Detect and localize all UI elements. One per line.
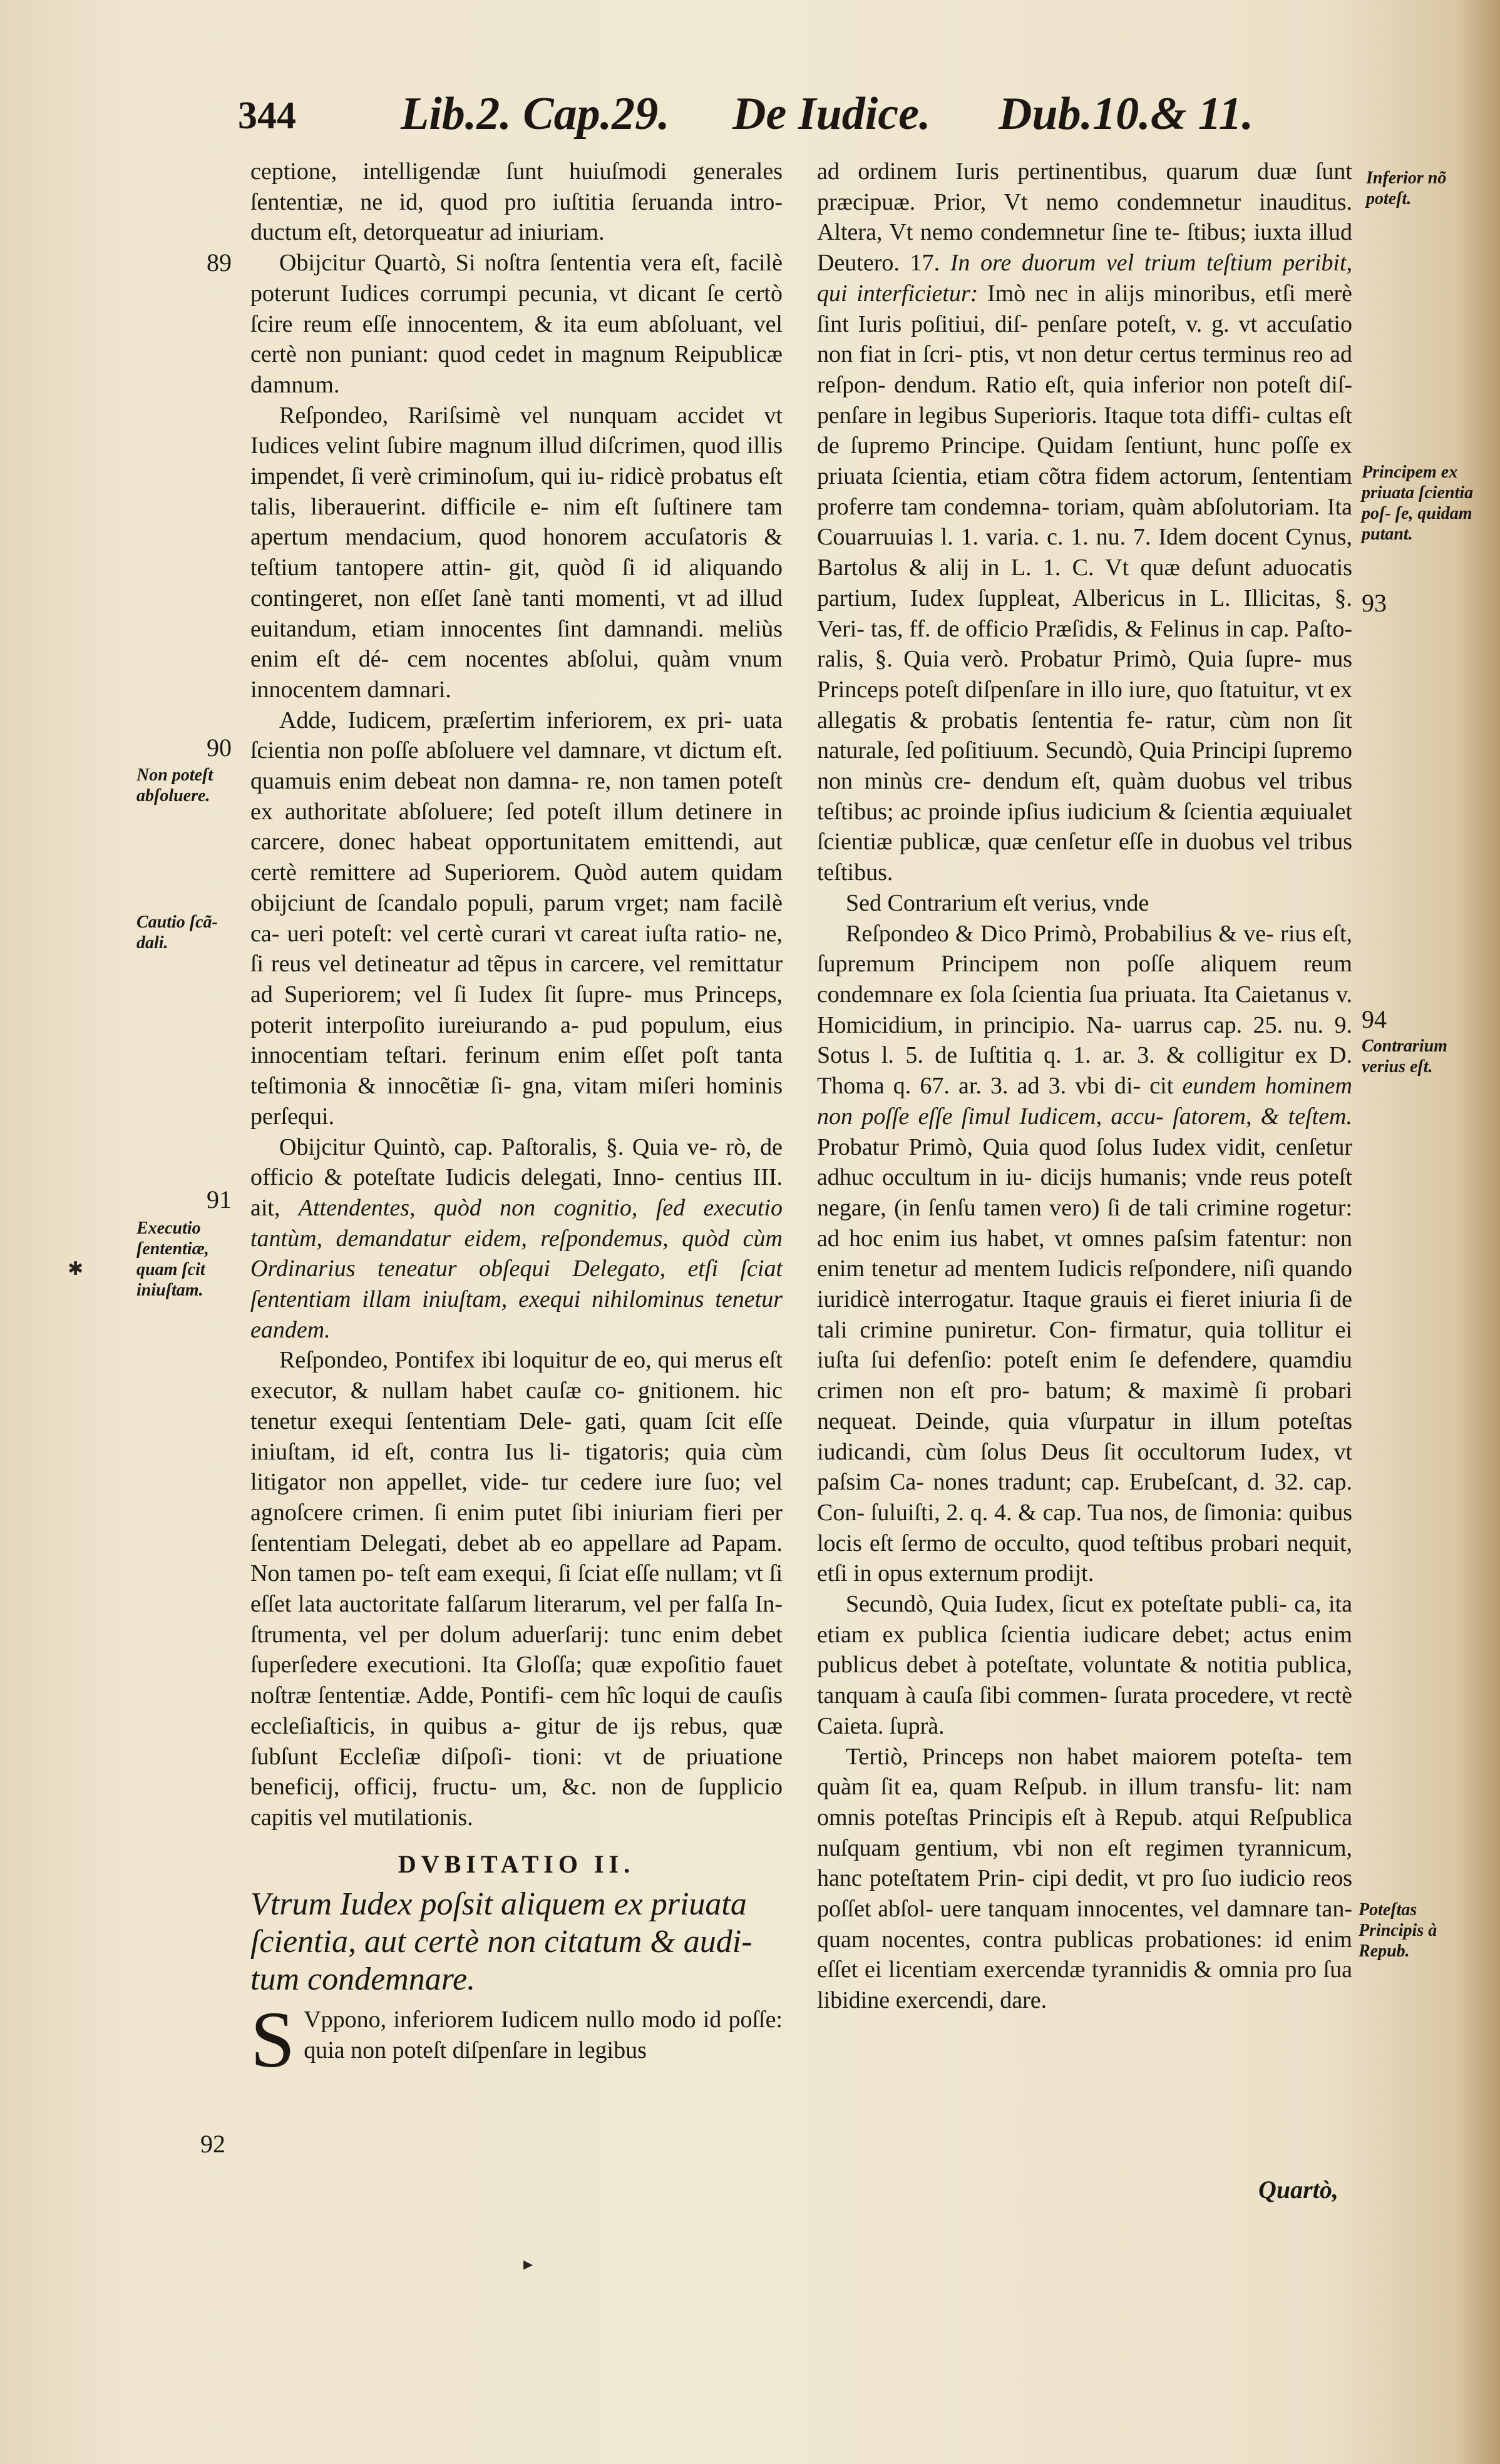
left-column bbox=[250, 156, 783, 2085]
margin-note-inferior: Inferior nõ poteſt. bbox=[1366, 168, 1447, 208]
margin-note-executio: Executio ſententiæ, quam ſcit iniuſtam. bbox=[136, 1219, 209, 1300]
paragraph-number-91: 91 bbox=[207, 1185, 232, 1214]
margin-note-potestas: Poteſtas Principis à Repub. bbox=[1359, 1900, 1437, 1961]
question-title: Vtrum Iudex poſsit aliquem ex priuata ſcientia, aut certè non citatum & audi- tum condemnare. bbox=[250, 1886, 753, 1998]
paragraph-response-4: Reſpondeo, Rariſsimè vel nunquam accidet vt Iudices velint ſubire magnum illud diſcrimen, quod illis impendet, ſi verè criminoſum, qui iu- ridicè probatus eſt talis, liberauerint. difficile e- nim eſt ſuſtinere tam apertum mendacium, quod honorem accuſatoris & teſtium tantopere attin- git, quòd ſi id aliquando contingeret, non eſſet ſanè tanti momenti, vt ad illud euitandum, etiam innocentes ſint damnandi. meliùs enim eſt dé- cem nocentes abſolui, quàm vnum innocentem damnari. bbox=[250, 402, 783, 703]
paragraph-number-89: 89 bbox=[207, 248, 232, 277]
paragraph-number-92: 92 bbox=[200, 2130, 225, 2158]
right-column bbox=[817, 156, 1352, 2016]
objection-5-quote: Attendentes, quòd non cognitio, ſed executio tantùm, demandatur eidem, reſpondemus, quòd cùm Ordinarius teneatur obſequi Delegato, etſi ſciat ſententiam illam iniuſtam, exequi nihilominus tenetur eandem. bbox=[250, 1194, 783, 1343]
paragraph-suppono bbox=[250, 1995, 783, 2085]
margin-note-principem: Principem ex priuata ſcientia poſ- ſe, quidam putant. bbox=[1362, 463, 1474, 544]
running-title: De Iudice. bbox=[732, 88, 931, 140]
deuteronomy-quote: In ore duorum vel trium teſtium peribit, qui interficietur: bbox=[817, 250, 1352, 307]
paragraph-continuation-right bbox=[817, 156, 1352, 888]
paragraph-objection-5 bbox=[250, 1132, 783, 1346]
margin-note-cautio: Cautio ſcã- dali. bbox=[136, 912, 218, 953]
book-chapter-label: Lib.2. Cap.29. bbox=[401, 88, 670, 140]
respondeo-text-a: Reſpondeo & Dico Primò, Probabilius & ve- rius eſt, ſupremum Principem non poſſe aliquem reum condemnare ex ſola ſcientia ſua priuata. Ita Caietanus v. Homicidium, in principio. Na- uarrus cap. 25. nu. 9. Sotus l. 5. de Iuſtitia q. 1. ar. 3. & colligitur ex D. Thoma q. 67. ar. 3. ad 3. vbi di- cit bbox=[817, 920, 1352, 1100]
paragraph-number-93: 93 bbox=[1362, 589, 1387, 617]
dubitatio-label: Dub.10.& 11. bbox=[999, 88, 1254, 140]
thomas-quote: eundem hominem non poſſe eſſe ſimul Iudicem, accu- ſatorem, & teſtem. bbox=[817, 1073, 1352, 1130]
paragraph-continuation: ceptione, intelligendæ ſunt huiuſmodi generales ſententiæ, ne id, quod pro iuſtitia ſeruanda intro- ductum eſt, detorqueatur ad iniuriam. bbox=[250, 158, 783, 246]
continuation-text-a: ad ordinem Iuris pertinentibus, quarum duæ ſunt præcipuæ. Prior, Vt nemo condemnetur inauditus. Altera, Vt nemo condemnetur ſine te- ſtibus; iuxta illud Deutero. 17. bbox=[817, 158, 1352, 277]
suppono-text: Vppono, inferiorem Iudicem nullo modo id poſſe: quia non poteſt diſpenſare in legibus bbox=[304, 2006, 783, 2064]
catchword: Quartò, bbox=[1258, 2175, 1338, 2204]
paragraph-objection-4: Obijcitur Quartò, Si noſtra ſententia vera eſt, facilè poterunt Iudices corrumpi pecunia, vt dicant ſe certò ſcire reum eſſe innocentem, & ita eum abſoluant, vel certè non puniant: quod cedet in magnum Reipublicæ damnum. bbox=[250, 250, 783, 398]
paragraph-adde: Adde, Iudicem, præſertim inferiorem, ex pri- uata ſcientia non poſſe abſoluere vel damnare, vt dictum eſt. quamuis enim debeat non damna- re, non tamen poteſt ex authoritate abſoluere; ſed poteſt illum detinere in carcere, donec habeat opportunitatem emittendi, aut certè remittere ad Superiorem. Quòd autem quidam obijciunt de ſcandalo populi, parum vrget; nam facilè ca- ueri poteſt: vel certè curari vt careat iuſta ratio- ne, ſi reus vel detineatur ad tẽpus in carcere, vel remittatur ad Superiorem; vel ſi Iudex ſit ſupre- mus Princeps, poterit interpoſito iureiurando a- pud populum, eius innocentiam teſtari. ferinum enim eſſet poſt tanta teſtimonia & innocẽtiæ ſi- gna, vitam miſeri hominis perſequi. bbox=[250, 707, 783, 1130]
respondeo-text-b: Probatur Primò, Quia quod ſolus Iudex vidit, cenſetur adhuc occultum in iu- dicijs humanis; vnde reus poteſt negare, (in ſenſu tamen vero) ſi de tali crimine rogetur: ad hoc enim ius habet, vt omnes paſsim fatentur: non enim tenetur ad mentem Iudicis reſpondere, niſi quando iuridicè interrogatur. Itaque grauis ei fieret iniuria ſi de tali crimine puniretur. Con- firmatur, quia tollitur ei iuſta ſui defenſio: poteſt enim ſe defendere, quamdiu crimen non eſt pro- batum; & maximè ſi probari nequeat. Deinde, quia vſurpatur in illum poteſtas iudicandi, cùm ſolus Deus ſit occultorum Iudex, vt paſsim Ca- nones tradunt; cap. Erubeſcant, d. 32. cap. Con- ſuluiſti, 2. q. 4. & cap. Tua nos, de ſimonia: quibus locis eſt ſermo de occulto, quod teſtibus probari nequit, etſi in opus externum prodijt. bbox=[817, 1133, 1352, 1587]
page-number: 344 bbox=[238, 95, 296, 137]
continuation-text-b: Imò nec in alijs minoribus, etſi merè ſint Iuris poſitiui, diſ- penſare poteſt, v. g. vt accuſatio non fiat in ſcri- ptis, vt non detur certus terminus reo ad reſpon- dendum. Ratio eſt, quia inferior non poteſt diſ- penſare in legibus Superioris. Itaque tota diffi- cultas eſt de ſupremo Principe. Quidam ſentiunt, hunc poſſe ex priuata ſcientia, etiam cõtra fidem actorum, ſententiam proferre tam condemna- toriam, quàm abſolutoriam. Ita Couarruuias l. 1. varia. c. 1. nu. 7. Idem docent Cynus, Bartolus & alij in L. 1. C. Vt quæ deſunt aduocatis partium, Iudex ſuppleat, Albericus in L. Illicitas, §. Veri- tas, ff. de officio Præſidis, & Felinus in cap. Paſto- ralis, §. Quia verò. Probatur Primò, Quia ſupre- mus Princeps poteſt diſpenſare in illo iure, quo ſtatuitur, vt ex allegatis & probatis ſententia fe- ratur, cùm non ſit naturale, ſed poſitiuum. Secundò, Quia Principi ſupremo non minùs cre- dendum eſt, quàm duobus vel tribus teſtibus; ac proinde ipſius iudicium & ſcientia æquiualet ſcientiæ publicæ, quæ cenſetur eſſe in duobus vel tribus teſtibus. bbox=[817, 280, 1353, 886]
paragraph-response-5: Reſpondeo, Pontifex ibi loquitur de eo, qui merus eſt executor, & nullam habet cauſæ co- gnitionem. hic tenetur exequi ſententiam Dele- gati, quam ſcit eſſe iniuſtam, id eſt, contra Ius li- tigatoris; quia cùm litigator non appellet, vide- tur cedere iure ſuo; vel agnoſcere crimen. ſi enim putet ſibi iniuriam fieri per ſententiam Delegati, debet ab eo appellare ad Papam. Non tamen po- teſt eam exequi, ſi ſciat eſſe nullam; vt ſi eſſet lata auctoritate falſarum literarum, vel per falſa In- ſtrumenta, vel per dolum aduerſarij: tunc enim debet ſuperſedere executioni. Ita Gloſſa; quæ expoſitio fauet noſtræ ſententiæ. Adde, Pontifi- cem hîc loqui de cauſis eccleſiaſticis, in quibus a- gitur de ijs rebus, quæ ſubſunt Eccleſiæ diſpoſi- tioni: vt de priuatione beneficij, officij, fructu- um, &c. non de ſupplicio capitis vel mutilationis. bbox=[250, 1347, 783, 1831]
drop-cap: S bbox=[250, 1995, 295, 2085]
section-heading: DVBITATIO II. bbox=[398, 1849, 635, 1878]
ink-mark: ▸ bbox=[523, 2253, 533, 2275]
margin-note-non-potest: Non poteſt abſoluere. bbox=[136, 765, 213, 805]
objection-5-text: Obijcitur Quintò, cap. Paſtoralis, §. Quia ve- rò, de officio & poteſtate Iudicis delegati, Inno- centius III. ait, bbox=[250, 1133, 783, 1221]
paragraph-respondeo-primo bbox=[817, 919, 1352, 1589]
paragraph-secundo: Secundò, Quia Iudex, ſicut ex poteſtate publi- ca, ita etiam ex publica ſcientia iudicare debet; actus enim publicus debet à poteſtate, voluntate & notitia publica, tanquam à cauſa ſibi commen- ſurata procedere, vt rectè Caieta. ſuprà. bbox=[817, 1591, 1352, 1739]
paragraph-tertio: Tertiò, Princeps non habet maiorem poteſta- tem quàm ſit ea, quam Reſpub. in illum transfu- lit: nam omnis poteſtas Principis eſt à Repub. atqui Reſpublica nuſquam gentium, vbi non eſt regimen tyrannicum, hanc poteſtatem Prin- cipi dedit, vt pro ſuo iudicio reos poſſet abſol- uere tanquam innocentes, vel damnare tan- quam nocentes, contra publicas probationes: id enim eſſet ei licentiam exercendæ tyrannidis & omnia pro ſua libidine exercendi, dare. bbox=[817, 1743, 1352, 2014]
paragraph-contrarium: Sed Contrarium eſt verius, vnde bbox=[846, 889, 1149, 916]
running-head bbox=[238, 88, 1302, 150]
ink-mark: ✱ bbox=[68, 1258, 84, 1280]
paragraph-number-94: 94 bbox=[1362, 1005, 1387, 1033]
margin-note-contrarium: Contrarium verius eſt. bbox=[1362, 1036, 1447, 1076]
paragraph-number-90: 90 bbox=[207, 734, 232, 762]
